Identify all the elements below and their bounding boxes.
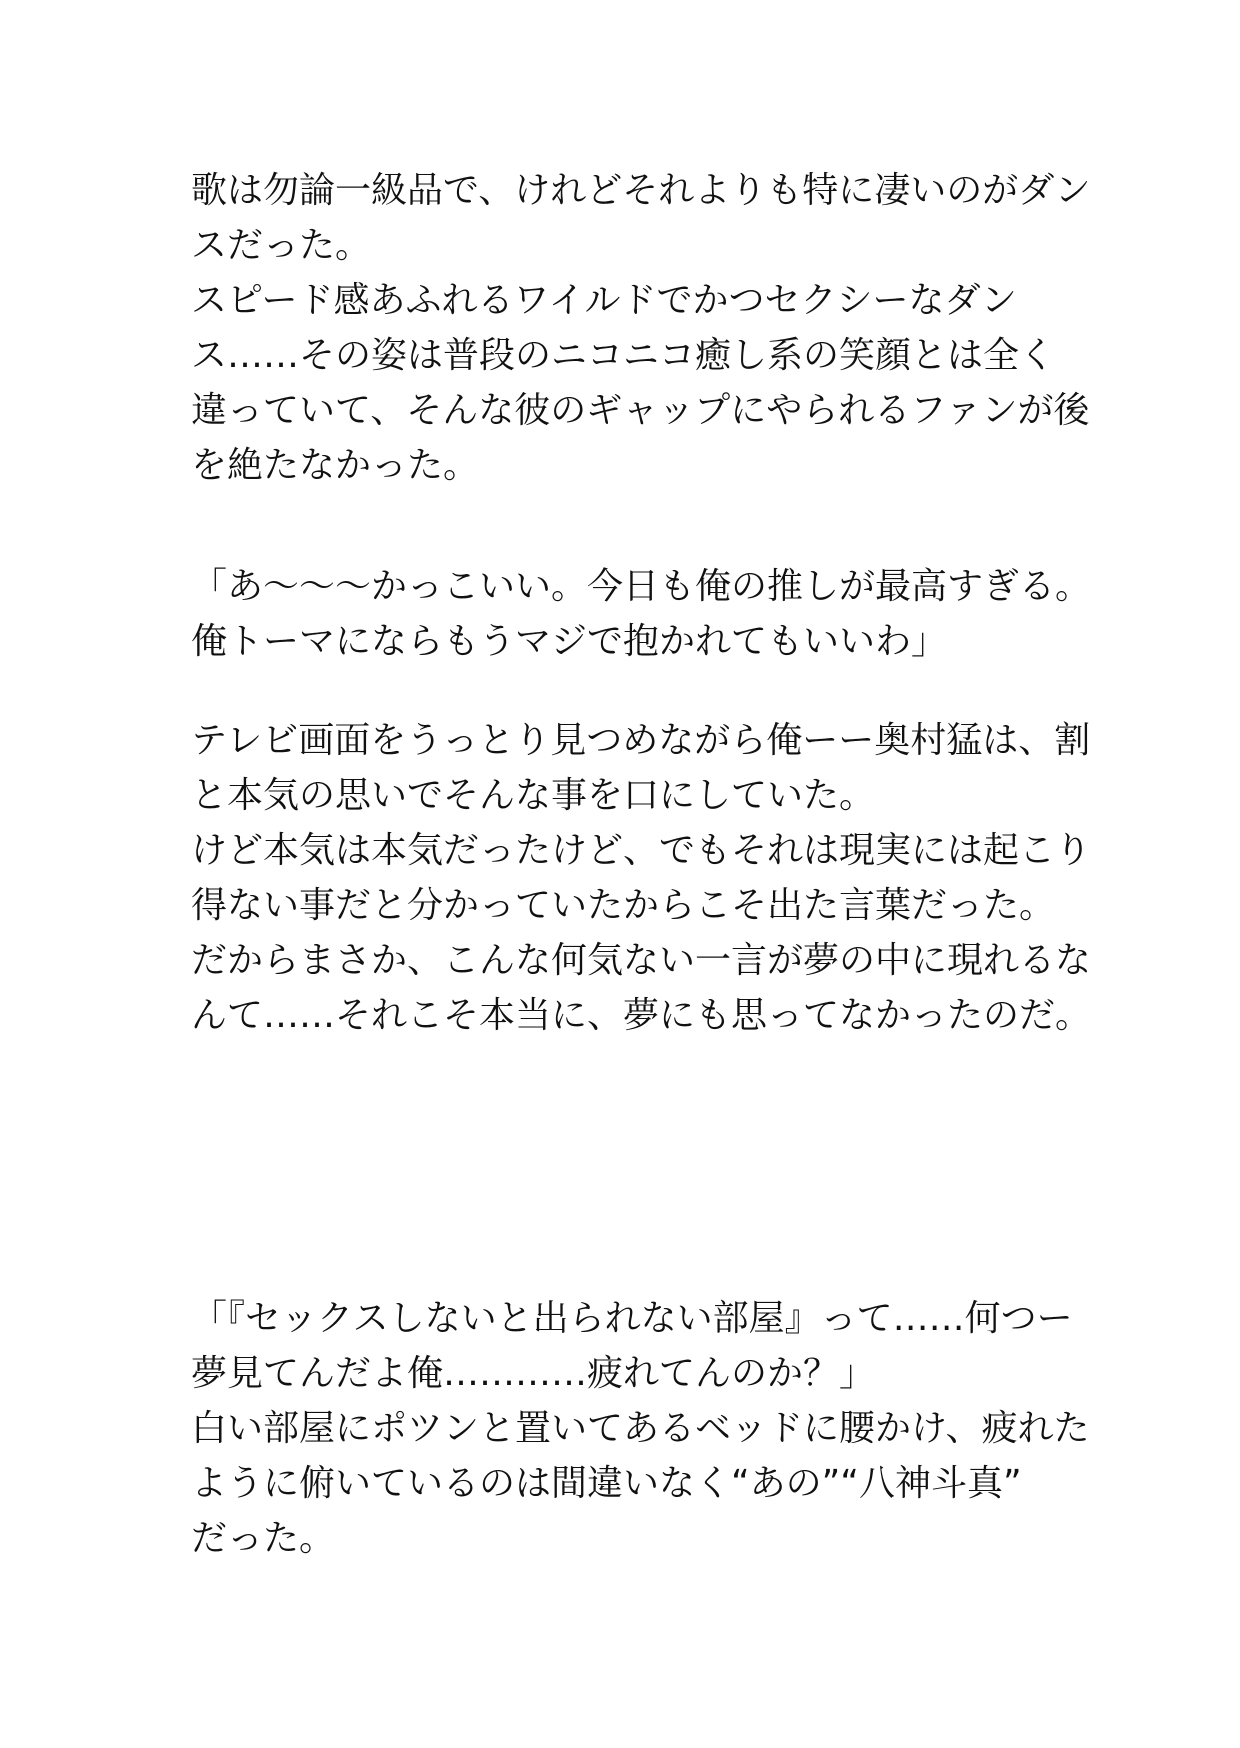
text-line: だからまさか、こんな何気ない一言が夢の中に現れるな: [191, 940, 1092, 981]
text-line: だった。: [191, 1518, 336, 1559]
text-line: と本気の思いでそんな事を口にしていた。: [191, 775, 876, 816]
text-line: テレビ画面をうっとり見つめながら俺ーー奥村猛は、割: [191, 720, 1091, 761]
text-line: スピード感あふれるワイルドでかつセクシーなダン: [191, 280, 1017, 321]
text-line: 得ない事だと分かっていたからこそ出た言葉だった。: [191, 885, 1056, 926]
paragraph-narration: [191, 713, 1092, 1043]
text-line: 違っていて、そんな彼のギャップにやられるファンが後: [191, 390, 1090, 431]
text-line: んて……それこそ本当に、夢にも思ってなかったのだ。: [191, 995, 1092, 1036]
text-line: 白い部屋にポツンと置いてあるベッドに腰かけ、疲れた: [191, 1408, 1090, 1449]
text-line: 夢見てんだよ俺…………疲れてんのか？」: [191, 1353, 876, 1394]
text-line: 歌は勿論一級品で、けれどそれよりも特に凄いのがダン: [191, 170, 1091, 211]
paragraph-dance: [191, 163, 1091, 493]
paragraph-dream-room: [191, 1291, 1090, 1566]
dialogue-quote: [191, 559, 1092, 669]
text-line: 「あ〜〜〜かっこいい。今日も俺の推しが最高すぎる。: [191, 566, 1092, 607]
text-line: けど本気は本気だったけど、でもそれは現実には起こり: [191, 830, 1092, 871]
text-line: スだった。: [191, 225, 372, 266]
text-line: 「『セックスしないと出られない部屋』って……何つー: [191, 1298, 1073, 1339]
text-line: を絶たなかった。: [191, 445, 480, 486]
text-line: ように俯いているのは間違いなく“あの”“八神斗真”: [191, 1463, 1022, 1504]
text-line: ス……その姿は普段のニコニコ癒し系の笑顔とは全く: [191, 335, 1056, 376]
text-line: 俺トーマにならもうマジで抱かれてもいいわ」: [191, 621, 948, 662]
